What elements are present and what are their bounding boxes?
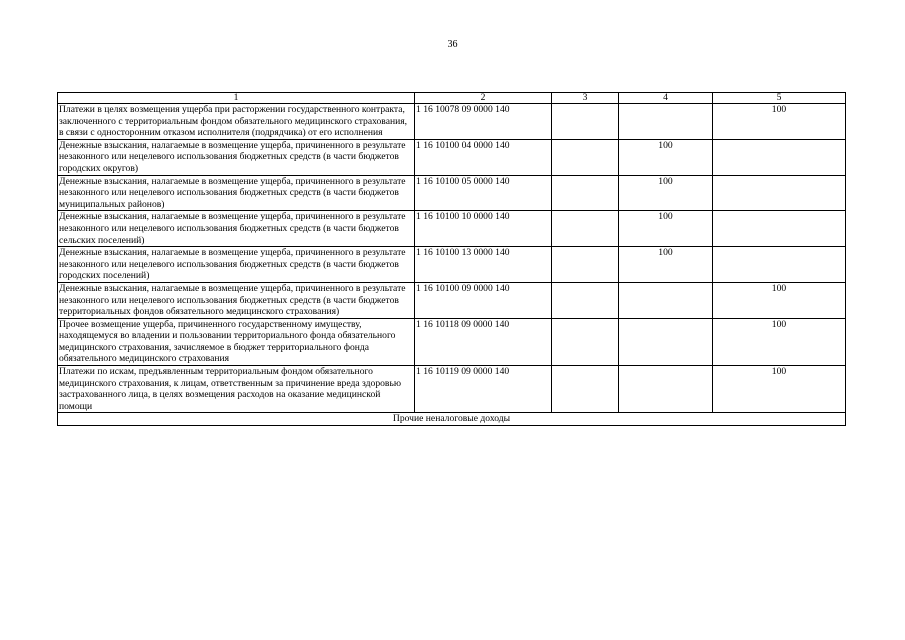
row-description: Денежные взыскания, налагаемые в возмещение ущерба, причиненного в результате незаконного или нецелевого использования бюджетных средств (в части бюджетов сельских поселений) xyxy=(58,211,415,247)
row-code: 1 16 10100 10 0000 140 xyxy=(415,211,552,247)
table-row xyxy=(58,104,846,140)
table-body xyxy=(58,104,846,426)
table-header-row xyxy=(58,93,846,104)
row-code: 1 16 10100 04 0000 140 xyxy=(415,139,552,175)
row-code: 1 16 10100 05 0000 140 xyxy=(415,175,552,211)
table-row xyxy=(58,139,846,175)
row-col5-value xyxy=(713,175,846,211)
table-row xyxy=(58,175,846,211)
row-description: Денежные взыскания, налагаемые в возмещение ущерба, причиненного в результате незаконного или нецелевого использования бюджетных средств (в части бюджетов городских поселений) xyxy=(58,247,415,283)
row-col3-value xyxy=(552,104,619,140)
row-col3-value xyxy=(552,366,619,413)
row-col5-value xyxy=(713,247,846,283)
column-header: 3 xyxy=(552,93,619,104)
row-col5-value: 100 xyxy=(713,282,846,318)
table-row xyxy=(58,247,846,283)
table-row xyxy=(58,282,846,318)
row-col4-value: 100 xyxy=(619,211,713,247)
row-col3-value xyxy=(552,175,619,211)
table-row xyxy=(58,318,846,365)
row-col3-value xyxy=(552,211,619,247)
row-col4-value xyxy=(619,104,713,140)
column-header: 5 xyxy=(713,93,846,104)
row-col5-value xyxy=(713,139,846,175)
row-col3-value xyxy=(552,318,619,365)
row-code: 1 16 10100 09 0000 140 xyxy=(415,282,552,318)
table-row xyxy=(58,366,846,413)
row-code: 1 16 10118 09 0000 140 xyxy=(415,318,552,365)
row-col5-value xyxy=(713,211,846,247)
row-code: 1 16 10119 09 0000 140 xyxy=(415,366,552,413)
row-description: Прочее возмещение ущерба, причиненного государственному имуществу, находящемуся во владении и пользовании территориального фонда обязательного медицинского страхования, зачисляемое в бюджет территориального фонда обязательного медицинского страхования xyxy=(58,318,415,365)
page-number: 36 xyxy=(447,39,458,50)
row-description: Денежные взыскания, налагаемые в возмещение ущерба, причиненного в результате незаконного или нецелевого использования бюджетных средств (в части бюджетов городских округов) xyxy=(58,139,415,175)
column-header: 1 xyxy=(58,93,415,104)
section-title: Прочие неналоговые доходы xyxy=(58,413,846,426)
row-col5-value: 100 xyxy=(713,104,846,140)
row-col5-value: 100 xyxy=(713,366,846,413)
row-col4-value xyxy=(619,318,713,365)
column-header: 2 xyxy=(415,93,552,104)
row-col4-value: 100 xyxy=(619,139,713,175)
row-col3-value xyxy=(552,139,619,175)
row-col4-value xyxy=(619,282,713,318)
row-col5-value: 100 xyxy=(713,318,846,365)
row-description: Денежные взыскания, налагаемые в возмещение ущерба, причиненного в результате незаконного или нецелевого использования бюджетных средств (в части бюджетов территориальных фондов обязательного медицинского страхования) xyxy=(58,282,415,318)
row-description: Денежные взыскания, налагаемые в возмещение ущерба, причиненного в результате незаконного или нецелевого использования бюджетных средств (в части бюджетов муниципальных районов) xyxy=(58,175,415,211)
section-row xyxy=(58,413,846,426)
table-row xyxy=(58,211,846,247)
row-code: 1 16 10100 13 0000 140 xyxy=(415,247,552,283)
row-col4-value: 100 xyxy=(619,175,713,211)
row-description: Платежи по искам, предъявленным территориальным фондом обязательного медицинского страхования, к лицам, ответственным за причинение вреда здоровью застрахованного лица, в целях возмещения расходов на оказание медицинской помощи xyxy=(58,366,415,413)
column-header: 4 xyxy=(619,93,713,104)
row-code: 1 16 10078 09 0000 140 xyxy=(415,104,552,140)
row-col3-value xyxy=(552,282,619,318)
row-col4-value: 100 xyxy=(619,247,713,283)
budget-classification-table xyxy=(57,92,846,426)
row-description: Платежи в целях возмещения ущерба при расторжении государственного контракта, заключенного с территориальным фондом обязательного медицинского страхования, в связи с односторонним отказом исполнителя (подрядчика) от его исполнения xyxy=(58,104,415,140)
row-col4-value xyxy=(619,366,713,413)
row-col3-value xyxy=(552,247,619,283)
